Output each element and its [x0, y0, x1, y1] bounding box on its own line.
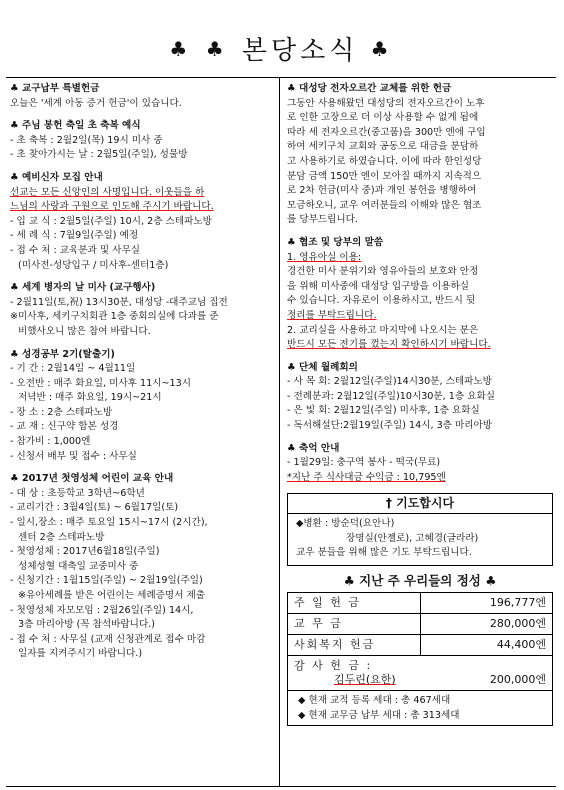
section-line: 오늘은 '세계 아동 증거 헌금'이 있습니다. — [10, 97, 182, 109]
section-heading: ♣ 세계 병자의 날 미사 (교구행사) — [10, 282, 156, 294]
section-line: - 은 빛 회: 2월12일(주일) 미사후, 1층 요화실 — [287, 405, 480, 417]
section-line: (미사전-성당입구 / 미사후-센터1층) — [18, 259, 169, 271]
column-divider — [279, 78, 280, 786]
offering-row-thanks — [288, 656, 553, 691]
section-line: - 일시,장소 : 매주 토요일 15시~17시 (2시간), — [10, 517, 208, 529]
section-line: - 첫영성체 : 2017년6월18일(주일) — [10, 546, 160, 558]
section-line: 센터 2층 스테파노방 — [18, 531, 105, 543]
section-heading: ♣ 축억 안내 — [287, 442, 340, 454]
section-heading: ♣ 교구납부 특별헌금 — [10, 83, 100, 94]
thanks-name: 김두린(요한) — [334, 673, 396, 687]
offering-label: 주 일 헌 금 — [288, 593, 421, 614]
offering-row — [288, 635, 553, 656]
bottom-divider — [6, 786, 556, 787]
section-line: 로 2차 헌금(미사 중)과 개인 봉헌을 병행하여 — [287, 185, 477, 197]
offering-row — [288, 593, 553, 614]
section-line: - 교 재 : 신구약 합본 성경 — [10, 421, 119, 433]
section-line: 로 인한 고장으로 더 이상 사용할 수 없게 됨에 — [287, 112, 479, 124]
offering-value: 44,400엔 — [421, 635, 553, 656]
section-line: - 1월29일: 충구역 봉사 - 떡국(무료) — [287, 457, 441, 469]
notice-section — [287, 82, 553, 228]
section-line: - 첫영성체 자모모임 : 2월26일(주일) 14시, — [10, 604, 194, 616]
section-line: - 세 례 식 : 7월9일(주일) 예정 — [10, 230, 139, 242]
prayer-title: † 기도합시다 — [288, 494, 552, 514]
section-heading: ♣ 대성당 전자오르간 교체를 위한 헌금 — [287, 83, 452, 94]
section-line: 비했사오니 많은 참여 바랍니다. — [18, 325, 151, 337]
section-line: - 오전반 : 매주 화요일, 미사후 11시~13시 — [10, 377, 191, 389]
section-line: - 독서해설단:2월19일(주일) 14시, 3층 마리아방 — [287, 420, 493, 432]
section-line: ※미사후, 세키구치회관 1층 중회의실에 다과를 준 — [10, 311, 219, 323]
prayer-line: ◆병환 : 방순덕(요안나) — [296, 518, 395, 530]
notice-section — [10, 119, 276, 163]
thanks-value: 200,000엔 — [489, 673, 546, 687]
clubs-icon-left: ♣ ♣ — [169, 37, 230, 61]
section-line: 따라 세 전자오르간(중고품)을 300만 엔에 구입 — [287, 126, 486, 138]
prayer-line: 교우 분들을 위해 많은 기도 부탁드립니다. — [296, 547, 472, 559]
offering-row — [288, 614, 553, 635]
section-line: 느님의 사랑과 구원으로 인도해 주시기 바랍니다. — [10, 201, 214, 213]
stat-line: ◆ 현재 교무금 납부 세대 : 총 313세대 — [298, 710, 460, 722]
section-line: 하여 세키구치 교회와 공동으로 대금을 분담하 — [287, 141, 479, 153]
section-line: 반드시 모든 전기를 껐는지 확인하시기 바랍니다. — [287, 339, 491, 351]
section-line: - 사 목 회: 2월12일(주일)14시30분, 스테파노방 — [287, 376, 492, 388]
section-heading: ♣ 예비신자 모집 안내 — [10, 171, 103, 183]
section-line: - 신청서 배부 및 접수 : 사무실 — [10, 450, 137, 462]
notice-section — [10, 281, 276, 339]
notice-section — [287, 361, 553, 434]
section-line: - 기 간 : 2월14일 ~ 4월11일 — [10, 363, 136, 375]
offering-label: 사회복지 헌금 — [288, 635, 421, 656]
section-line: - 전례분과: 2월12일(주일)10시30분, 1층 요화실 — [287, 390, 496, 402]
section-heading: ♣ 2017년 첫영성체 어린이 교육 안내 — [10, 473, 174, 485]
section-heading: ♣ 주님 봉헌 축일 초 축복 예식 — [10, 120, 141, 132]
offering-title: ♣ 지난 주 우리들의 정성 ♣ — [343, 572, 497, 588]
section-line: 고 사용하기로 하였습니다. 이에 따라 한인성당 — [287, 155, 482, 167]
notice-section — [10, 348, 276, 465]
page-title-text: 본당소식 — [241, 36, 359, 66]
notice-section — [287, 236, 553, 353]
prayer-box — [287, 493, 553, 565]
top-divider — [6, 77, 556, 78]
section-line: - 초 찾아가시는 날 : 2월5일(주일), 성물방 — [10, 149, 188, 161]
offering-table — [287, 592, 553, 691]
section-heading: ♣ 단체 월례회의 — [287, 361, 358, 373]
page-title — [0, 30, 564, 67]
section-line: 1. 영유아실 이용: — [287, 251, 362, 263]
section-line: 선교는 모든 신앙인의 사명입니다. 이웃들을 하 — [10, 186, 205, 198]
section-line: - 신청기간 : 1월15일(주일) ~ 2월19일(주일) — [10, 575, 203, 587]
notice-section — [10, 171, 276, 273]
offering-label: 교 무 금 — [288, 614, 421, 635]
section-line: 경건한 미사 분위기와 영유아들의 보호와 안정 — [287, 266, 479, 278]
section-line: 분담 금액 150만 엔이 모아질 때까지 지속적으 — [287, 170, 482, 182]
section-heading: ♣ 성경공부 2기(탈출기) — [10, 348, 115, 360]
clubs-icon-right: ♣ — [370, 37, 395, 61]
section-line: 그동안 사용해왔던 대성당의 전자오르간이 노후 — [287, 97, 485, 109]
section-line: - 참가비 : 1,000엔 — [10, 436, 91, 448]
section-line: - 장 소 : 2층 스테파노방 — [10, 406, 113, 418]
section-line: - 초 축복 : 2월2일(목) 19시 미사 중 — [10, 134, 163, 146]
section-line: 를 당부드립니다. — [287, 214, 358, 226]
parish-stats — [287, 691, 553, 726]
section-line: 수 있습니다. 자유로이 이용하시고, 반드시 뒷 — [287, 295, 476, 307]
offering-value: 280,000엔 — [421, 614, 553, 635]
prayer-line: 장명실(안젤로), 고혜경(글라라) — [346, 532, 479, 544]
notice-section — [10, 472, 276, 662]
thanks-label: 감 사 헌 금 : — [294, 658, 373, 672]
section-line: 성체성혈 대축일 교중미사 중 — [18, 560, 139, 572]
offering-value: 196,777엔 — [421, 593, 553, 614]
section-line: 정리를 부탁드립니다. — [287, 309, 377, 321]
section-line: - 교리기간 : 3월4일(토) ~ 6월17일(토) — [10, 502, 179, 514]
notice-section — [287, 442, 553, 486]
notice-section — [10, 82, 276, 111]
section-line: - 2월11일(토,祝) 13시30분, 대성당 -대주교님 집전 — [10, 296, 228, 308]
section-line: 3층 마리아방 (꼭 참석바랍니다.) — [18, 619, 155, 631]
section-line: 2. 교리실을 사용하고 마지막에 나오시는 분은 — [287, 324, 479, 336]
section-line: *지난 주 식사대금 수익금 : 10,795엔 — [287, 471, 446, 483]
section-heading: ♣ 협조 및 당부의 말씀 — [287, 236, 384, 248]
section-line: 저녁반 : 매주 화요일, 19시~21시 — [18, 392, 162, 404]
section-line: - 입 교 식 : 2월5일(주일) 10시, 2층 스테파노방 — [10, 215, 212, 227]
section-line: ※유아세례를 받은 어린이는 세례증명서 제출 — [18, 590, 206, 601]
left-column — [10, 82, 276, 670]
section-line: 모금하오니, 교우 여러분들의 이해와 많은 협조 — [287, 199, 482, 211]
section-line: - 대 상 : 초등학교 3학년~6학년 — [10, 487, 145, 499]
section-line: - 접 수 처 : 교육분과 및 사무실 — [10, 244, 140, 256]
section-line: - 접 수 처 : 사무실 (교재 신청관계로 접수 마감 — [10, 633, 206, 645]
right-column — [287, 82, 553, 726]
stat-line: ◆ 현재 교적 등록 세대 : 총 467세대 — [298, 695, 451, 707]
section-line: 일자를 지켜주시기 바랍니다.) — [18, 648, 143, 660]
section-line: 을 위해 미사중에 대성당 입구방을 이용하실 — [287, 280, 470, 292]
